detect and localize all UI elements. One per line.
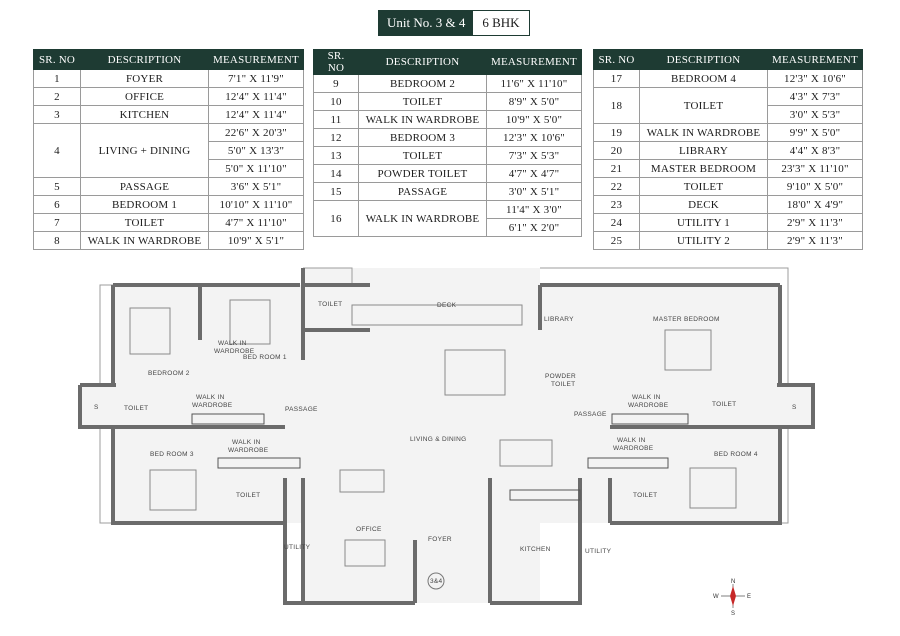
label-s-right: S <box>792 404 797 411</box>
sr-cell: 21 <box>594 160 640 178</box>
sr-cell: 22 <box>594 178 640 196</box>
measurement-cell: 2'9" X 11'3" <box>768 232 863 250</box>
sr-cell: 9 <box>314 75 359 93</box>
description-cell: TOILET <box>640 88 768 124</box>
description-cell: POWDER TOILET <box>359 165 487 183</box>
measurement-cell: 5'0" X 11'10" <box>209 160 304 178</box>
description-cell: LIBRARY <box>640 142 768 160</box>
description-cell: FOYER <box>81 70 209 88</box>
label-toilet-3: TOILET <box>236 492 261 499</box>
label-utility-2: UTILITY <box>585 548 612 555</box>
label-powder: POWDER <box>545 373 577 380</box>
sr-cell: 16 <box>314 201 359 237</box>
label-walk-in-4b: WALK IN <box>617 437 646 444</box>
table-row <box>594 88 863 106</box>
label-bedroom2: BEDROOM 2 <box>148 370 190 377</box>
sr-cell: 7 <box>34 214 81 232</box>
sr-cell: 5 <box>34 178 81 196</box>
label-powder-toilet: TOILET <box>551 381 576 388</box>
label-passage-right: PASSAGE <box>574 411 607 418</box>
compass-w: W <box>713 594 719 600</box>
description-cell: UTILITY 1 <box>640 214 768 232</box>
measurement-cell: 12'4" X 11'4" <box>209 88 304 106</box>
description-cell: WALK IN WARDROBE <box>81 232 209 250</box>
label-wardrobe-1b: WARDROBE <box>192 402 233 409</box>
table-row <box>314 147 582 165</box>
table-row <box>34 88 304 106</box>
label-bedroom4: BED ROOM 4 <box>714 451 758 458</box>
description-cell: WALK IN WARDROBE <box>359 201 487 237</box>
compass-e: E <box>747 594 752 600</box>
table-row <box>34 124 304 142</box>
sr-cell: 4 <box>34 124 81 178</box>
description-cell: BEDROOM 1 <box>81 196 209 214</box>
measurement-cell: 10'10" X 11'10" <box>209 196 304 214</box>
compass-s: S <box>731 611 736 616</box>
label-walk-in-1b: WALK IN <box>196 394 225 401</box>
col-measurement: MEASUREMENT <box>768 50 863 70</box>
col-measurement: MEASUREMENT <box>487 50 582 75</box>
col-description: DESCRIPTION <box>81 50 209 70</box>
label-wardrobe-3: WARDROBE <box>228 447 269 454</box>
compass-needle-icon <box>730 586 736 606</box>
table-row <box>594 124 863 142</box>
table-row <box>34 106 304 124</box>
sr-cell: 20 <box>594 142 640 160</box>
unit-type-label: 6 BHK <box>473 11 528 35</box>
description-cell: PASSAGE <box>359 183 487 201</box>
sr-cell: 8 <box>34 232 81 250</box>
measurement-cell: 12'4" X 11'4" <box>209 106 304 124</box>
table-row <box>34 214 304 232</box>
table-row <box>594 232 863 250</box>
description-cell: DECK <box>640 196 768 214</box>
area-table-2 <box>313 49 582 237</box>
col-sr: SR. NO <box>594 50 640 70</box>
label-toilet-right: TOILET <box>712 401 737 408</box>
label-library: LIBRARY <box>544 316 574 323</box>
sr-cell: 6 <box>34 196 81 214</box>
description-cell: TOILET <box>81 214 209 232</box>
measurement-cell: 4'3" X 7'3" <box>768 88 863 106</box>
measurement-cell: 11'6" X 11'10" <box>487 75 582 93</box>
table-row <box>314 111 582 129</box>
sr-cell: 15 <box>314 183 359 201</box>
sr-cell: 17 <box>594 70 640 88</box>
description-cell: BEDROOM 4 <box>640 70 768 88</box>
label-master-bedroom: MASTER BEDROOM <box>653 316 720 323</box>
area-table-3 <box>593 49 863 250</box>
measurement-cell: 10'9" X 5'1" <box>209 232 304 250</box>
floor-plan <box>0 262 900 612</box>
unit-badge <box>378 10 530 36</box>
label-wardrobe-1a: WARDROBE <box>214 348 255 355</box>
label-office: OFFICE <box>356 526 382 533</box>
sr-cell: 23 <box>594 196 640 214</box>
description-cell: BEDROOM 2 <box>359 75 487 93</box>
table-row <box>314 183 582 201</box>
label-bedroom3: BED ROOM 3 <box>150 451 194 458</box>
sr-cell: 12 <box>314 129 359 147</box>
table-row <box>594 142 863 160</box>
label-utility-1: UTILITY <box>284 544 311 551</box>
sr-cell: 25 <box>594 232 640 250</box>
sr-cell: 24 <box>594 214 640 232</box>
measurement-cell: 8'9" X 5'0" <box>487 93 582 111</box>
sr-cell: 11 <box>314 111 359 129</box>
measurement-cell: 4'4" X 8'3" <box>768 142 863 160</box>
label-walk-in-4a: WALK IN <box>632 394 661 401</box>
measurement-cell: 3'0" X 5'1" <box>487 183 582 201</box>
table-row <box>314 165 582 183</box>
label-foyer: FOYER <box>428 536 452 543</box>
table-row <box>314 75 582 93</box>
compass <box>713 576 753 616</box>
col-sr: SR. NO <box>314 50 359 75</box>
label-living-dining: LIVING & DINING <box>410 436 467 443</box>
description-cell: TOILET <box>640 178 768 196</box>
measurement-cell: 18'0" X 4'9" <box>768 196 863 214</box>
table-row <box>314 129 582 147</box>
table-row <box>594 70 863 88</box>
unit-number-label: Unit No. 3 & 4 <box>379 11 473 35</box>
description-cell: PASSAGE <box>81 178 209 196</box>
table-row <box>594 196 863 214</box>
sr-cell: 19 <box>594 124 640 142</box>
measurement-cell: 10'9" X 5'0" <box>487 111 582 129</box>
measurement-cell: 7'3" X 5'3" <box>487 147 582 165</box>
table-row <box>34 196 304 214</box>
label-kitchen: KITCHEN <box>520 546 551 553</box>
description-cell: OFFICE <box>81 88 209 106</box>
table-row <box>594 178 863 196</box>
col-description: DESCRIPTION <box>359 50 487 75</box>
table-row <box>314 93 582 111</box>
area-table-1 <box>33 49 304 250</box>
label-walk-in-3: WALK IN <box>232 439 261 446</box>
measurement-cell: 2'9" X 11'3" <box>768 214 863 232</box>
description-cell: TOILET <box>359 93 487 111</box>
table-row <box>34 70 304 88</box>
measurement-cell: 5'0" X 13'3" <box>209 142 304 160</box>
description-cell: MASTER BEDROOM <box>640 160 768 178</box>
label-deck: DECK <box>437 302 457 309</box>
compass-n: N <box>731 579 736 585</box>
measurement-cell: 11'4" X 3'0" <box>487 201 582 219</box>
measurement-cell: 3'0" X 5'3" <box>768 106 863 124</box>
table-row <box>34 232 304 250</box>
label-wardrobe-4b: WARDROBE <box>613 445 654 452</box>
description-cell: WALK IN WARDROBE <box>640 124 768 142</box>
description-cell: BEDROOM 3 <box>359 129 487 147</box>
table-row <box>314 201 582 219</box>
label-passage-left: PASSAGE <box>285 406 318 413</box>
table-row <box>594 160 863 178</box>
measurement-cell: 12'3" X 10'6" <box>768 70 863 88</box>
measurement-cell: 4'7" X 11'10" <box>209 214 304 232</box>
sr-cell: 13 <box>314 147 359 165</box>
label-wardrobe-4a: WARDROBE <box>628 402 669 409</box>
description-cell: UTILITY 2 <box>640 232 768 250</box>
description-cell: WALK IN WARDROBE <box>359 111 487 129</box>
measurement-cell: 4'7" X 4'7" <box>487 165 582 183</box>
label-walk-in-1a: WALK IN <box>218 340 247 347</box>
col-description: DESCRIPTION <box>640 50 768 70</box>
sr-cell: 14 <box>314 165 359 183</box>
measurement-cell: 6'1" X 2'0" <box>487 219 582 237</box>
label-unit-tag: 3&4 <box>430 578 443 585</box>
label-toilet-deck: TOILET <box>318 301 343 308</box>
table-row <box>34 178 304 196</box>
col-sr: SR. NO <box>34 50 81 70</box>
sr-cell: 3 <box>34 106 81 124</box>
sr-cell: 10 <box>314 93 359 111</box>
measurement-cell: 9'9" X 5'0" <box>768 124 863 142</box>
measurement-cell: 7'1" X 11'9" <box>209 70 304 88</box>
label-s-left: S <box>94 404 99 411</box>
description-cell: LIVING + DINING <box>81 124 209 178</box>
sr-cell: 18 <box>594 88 640 124</box>
description-cell: TOILET <box>359 147 487 165</box>
col-measurement: MEASUREMENT <box>209 50 304 70</box>
label-toilet-left: TOILET <box>124 405 149 412</box>
sr-cell: 1 <box>34 70 81 88</box>
label-bedroom1: BED ROOM 1 <box>243 354 287 361</box>
sr-cell: 2 <box>34 88 81 106</box>
description-cell: KITCHEN <box>81 106 209 124</box>
measurement-cell: 22'6" X 20'3" <box>209 124 304 142</box>
measurement-cell: 3'6" X 5'1" <box>209 178 304 196</box>
measurement-cell: 9'10" X 5'0" <box>768 178 863 196</box>
measurement-cell: 12'3" X 10'6" <box>487 129 582 147</box>
label-toilet-4: TOILET <box>633 492 658 499</box>
table-row <box>594 214 863 232</box>
measurement-cell: 23'3" X 11'10" <box>768 160 863 178</box>
